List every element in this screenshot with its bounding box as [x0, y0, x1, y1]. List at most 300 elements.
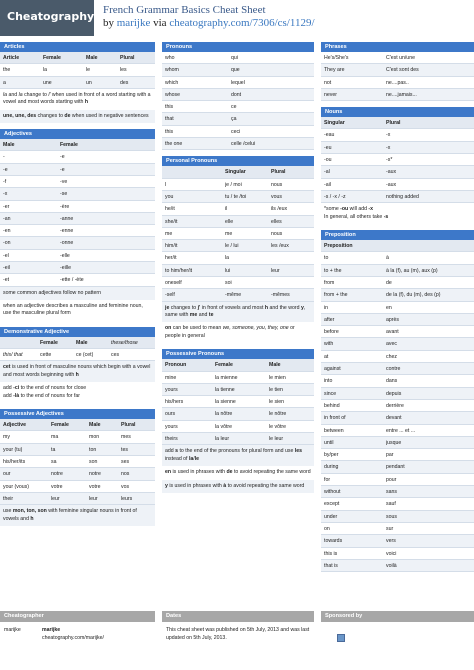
cell: his/her/its [3, 459, 26, 465]
cell: leur [89, 495, 98, 502]
possessive-pronoun-rows [162, 372, 314, 446]
note [0, 382, 155, 403]
note-text: cet [3, 364, 11, 371]
cell: -er [3, 203, 10, 210]
note-text: de [64, 112, 71, 119]
table-row [321, 302, 474, 314]
table-row [162, 179, 314, 191]
table-row [321, 548, 474, 560]
note-text: y [165, 482, 168, 489]
cheatographer-info [42, 626, 104, 666]
cell: le vôtre [269, 423, 287, 430]
table-row [321, 265, 474, 277]
cell: in front of [324, 415, 346, 422]
note-text: when used in negative sentences [70, 112, 149, 119]
cell: mine [165, 374, 177, 381]
section-title: Personal Pronouns [162, 156, 314, 166]
note [0, 361, 155, 382]
cell: under [324, 513, 338, 520]
sponsor-logo-icon[interactable] [337, 634, 345, 642]
table-row [0, 456, 155, 468]
cell: votre [51, 483, 63, 490]
note-text: je [165, 304, 170, 311]
cheatographer-url[interactable]: cheatography.com/marijke/ [42, 635, 104, 641]
section-title: Preposition [321, 230, 474, 240]
cell: -s / -x / -z [324, 193, 346, 200]
sponsor-body [321, 622, 474, 670]
cell: against [324, 366, 341, 373]
note-text: will add [348, 206, 369, 213]
cell: contre [386, 366, 401, 373]
cell: ours [165, 411, 176, 418]
header-cell: Female [215, 362, 233, 369]
cell: le nôtre [269, 411, 287, 418]
cell: who [165, 55, 175, 61]
cell: he/it [165, 206, 175, 213]
cell: -mêmes [271, 292, 290, 299]
note-text: add [3, 392, 14, 399]
table-row [321, 560, 474, 572]
cell: to him/her/it [165, 267, 193, 274]
cell: -eille [60, 265, 71, 272]
note-text: la [18, 91, 23, 98]
cell: sur [386, 525, 394, 532]
cell: lequel [231, 79, 245, 86]
header-cell: Pronoun [165, 362, 187, 369]
header-cell [165, 166, 225, 177]
note-text: mon, ton, son [12, 508, 47, 515]
column-2 [162, 42, 314, 499]
cheatographer-name[interactable]: marijke [42, 627, 61, 633]
cell: la vôtre [215, 423, 233, 430]
note-text: to the end of nouns for close [19, 385, 87, 392]
cell: après [386, 316, 399, 323]
cell: son [89, 459, 98, 465]
table-row [162, 384, 314, 396]
table-row [0, 188, 155, 200]
table-row [162, 228, 314, 240]
personal-pronouns-section [162, 156, 314, 343]
cell: ta [51, 446, 56, 453]
cell: sa [51, 459, 57, 465]
cell: mon [89, 434, 100, 441]
cell: le mien [269, 374, 286, 381]
cell: -ère [60, 203, 70, 210]
note-text: change to [22, 91, 49, 98]
section-title: Possessive Adjectives [0, 409, 155, 419]
cell: in [324, 304, 329, 311]
cell: -et [3, 277, 10, 284]
cell: chez [386, 353, 397, 360]
cell: with [324, 341, 334, 348]
note-text: h [30, 515, 34, 522]
cell: avant [386, 329, 399, 336]
cell: ces [111, 352, 120, 359]
note-text: to avoid repeating the same word [226, 482, 305, 489]
cell: voici [386, 550, 397, 557]
cell: that is [324, 562, 338, 569]
note-text: or people in general [165, 325, 295, 339]
note-text: is used in phrases with [171, 469, 227, 476]
cell: un [86, 79, 92, 86]
note-text: l' [48, 91, 51, 98]
header-cell: Adjective [3, 422, 27, 429]
cell: during [324, 464, 339, 471]
section-title: Demonstrative Adjective [0, 327, 155, 337]
note [162, 445, 314, 466]
note-text: and [7, 91, 19, 98]
by-label: by [103, 17, 114, 29]
table-header [162, 166, 314, 178]
table-row [321, 142, 474, 154]
header-cell: Female [60, 142, 78, 149]
header-cell [3, 337, 40, 348]
section-title: Possessive Pronouns [162, 349, 314, 359]
note [162, 466, 314, 479]
cell: -enne [60, 228, 74, 235]
table-row [321, 338, 474, 350]
preposition-rows [321, 252, 474, 572]
cell: nos [121, 471, 130, 478]
possessive-adjectives-section [0, 409, 155, 526]
cell: notre [51, 471, 63, 478]
table-row [0, 431, 155, 443]
note-text: in front of vowels and most [200, 304, 265, 311]
table-row [321, 89, 474, 101]
table-row [0, 64, 155, 76]
cell: -anne [60, 215, 74, 222]
cell: her/it [165, 255, 177, 262]
via-label: via [153, 17, 167, 29]
table-row [162, 89, 314, 101]
note-text: une, une, des [3, 112, 37, 119]
author-link[interactable]: marijke [116, 17, 151, 29]
note-text: changes to [36, 112, 65, 119]
note: when an adjective describes a masculine and feminine noun, use the masculine plural form [0, 300, 155, 321]
cell: que [231, 67, 240, 74]
cell: to + the [324, 267, 342, 274]
adjectives-section [0, 129, 155, 321]
note-text: add [3, 385, 14, 392]
cell: my [3, 434, 10, 441]
table-row [162, 77, 314, 89]
cell: our [3, 471, 11, 478]
preposition-section [321, 230, 474, 572]
cell: à [386, 255, 389, 262]
table-row [0, 213, 155, 225]
section-title: Phrases [321, 42, 474, 52]
table-row [321, 289, 474, 301]
noun-rows [321, 129, 474, 203]
table-row [162, 433, 314, 445]
cell: vos [121, 483, 130, 490]
cell: celle /celui [231, 141, 256, 148]
table-row [321, 351, 474, 363]
table-row [321, 314, 474, 326]
table-row [321, 388, 474, 400]
section-title: Nouns [321, 107, 474, 117]
note-text: , same with [165, 304, 306, 319]
header-cell: Female [43, 55, 61, 61]
footer-title: Dates [162, 611, 314, 622]
table-row [321, 129, 474, 141]
table-row [162, 113, 314, 125]
cell: their [3, 495, 14, 502]
cell: C'est sont des [386, 67, 419, 74]
note-text: les [294, 448, 303, 455]
table-header [0, 337, 155, 349]
cell: -eil [3, 265, 10, 272]
column-3 [321, 42, 474, 578]
cell: which [165, 79, 179, 86]
note-text: la [3, 91, 8, 98]
note-text: on [165, 325, 172, 332]
cell: ils /eux [271, 206, 288, 213]
cell: your (vous) [3, 483, 29, 490]
note-text: -là [13, 392, 20, 399]
cell: qui [231, 55, 238, 61]
cell: ma [51, 434, 59, 441]
note-text: In general, all others take [324, 213, 384, 220]
table-row [321, 52, 474, 64]
table-row [0, 250, 155, 262]
table-row [321, 363, 474, 375]
cell: jusque [386, 439, 402, 446]
table-row [321, 326, 474, 338]
table-row [162, 191, 314, 203]
header-cell: Plural [271, 169, 286, 176]
cell: ne....jamais... [386, 91, 417, 98]
table-row [162, 126, 314, 138]
cell: into [324, 378, 333, 385]
note: some common adjectives follow no pattern [0, 287, 155, 300]
cell: à la (f), au (m), aux (p) [386, 267, 438, 274]
phrase-rows [321, 52, 474, 101]
cell: me [225, 230, 233, 237]
cell: -an [3, 215, 11, 222]
cheatography-logo[interactable]: Cheatography [0, 0, 94, 36]
note-text: is used in phrases with [167, 482, 224, 489]
table-row [0, 349, 155, 361]
cell: sans [386, 489, 397, 496]
cell [271, 252, 313, 263]
cell: -x [386, 132, 391, 139]
header-cell: Male [89, 422, 101, 429]
cell: you [165, 193, 174, 200]
table-row [321, 375, 474, 387]
cell: nothing added [386, 193, 419, 200]
note [0, 110, 155, 123]
sheet-title: French Grammar Basics Cheat Sheet [103, 4, 266, 16]
header-cell: Plural [386, 120, 401, 127]
cell: without [324, 489, 341, 496]
cell: elles [271, 218, 282, 225]
note-text: / [193, 455, 195, 462]
cell: -ou [324, 157, 332, 164]
cell: theirs [165, 436, 178, 443]
cell: -elle [60, 252, 70, 259]
table-row [321, 486, 474, 498]
table-header [321, 117, 474, 129]
table-row [321, 179, 474, 191]
cell: him/it [165, 243, 178, 250]
cell: nous [271, 181, 283, 188]
cell: des [120, 79, 129, 86]
cell: this [165, 128, 174, 135]
table-row [162, 252, 314, 264]
cell: le leur [269, 436, 284, 443]
cell: -self [165, 292, 175, 299]
cell: entre ... et ... [386, 427, 416, 434]
cell: after [324, 316, 335, 323]
cell: -eau [324, 132, 335, 139]
cell: nous [271, 230, 283, 237]
sheet-url-link[interactable]: cheatography.com/7306/cs/1129/ [169, 17, 315, 29]
cell: la tienne [215, 386, 235, 393]
table-row [162, 240, 314, 252]
cell: les [120, 67, 127, 74]
cell: -se [60, 191, 68, 198]
cell: de [386, 279, 392, 286]
sheet-title-block [103, 4, 315, 30]
note-text: add [165, 448, 176, 455]
cell: la leur [215, 436, 230, 443]
header-cell: Article [3, 55, 20, 61]
cell: on [324, 525, 330, 532]
cell: vous [271, 193, 282, 200]
table-row [321, 154, 474, 166]
cell: from + the [324, 292, 348, 299]
cell: He's/She's [324, 55, 349, 61]
header-cell: Preposition [324, 243, 353, 250]
adjective-rows [0, 151, 155, 286]
header-cell: Male [86, 55, 98, 61]
cell: whom [165, 67, 179, 74]
header-cell: Singular [225, 169, 246, 176]
dates-box [162, 611, 314, 670]
cell: ne....pas.. [386, 79, 409, 86]
cell: cette [40, 352, 52, 359]
cell: not [324, 79, 332, 86]
note-text: -ci [13, 385, 20, 392]
page-header [0, 0, 474, 40]
note-text: -ou [340, 206, 349, 213]
table-row [0, 225, 155, 237]
cell: dans [386, 378, 398, 385]
cell: - [3, 154, 5, 161]
note-text: *some [324, 206, 341, 213]
cell: the one [165, 141, 183, 148]
cell: avec [386, 341, 397, 348]
cell: le / lui [225, 243, 239, 250]
cell: leur [51, 495, 60, 502]
cell: le tien [269, 386, 283, 393]
cell: behind [324, 402, 340, 409]
cell: except [324, 501, 340, 508]
note-text: en [165, 469, 172, 476]
table-row [321, 449, 474, 461]
cell: -e [60, 154, 65, 161]
cell: sauf [386, 501, 396, 508]
cell: your (tu) [3, 446, 23, 453]
cell [271, 277, 313, 288]
cell: -aux [386, 169, 397, 176]
cell: ses [121, 459, 130, 465]
cell: pour [386, 476, 397, 483]
cell: la sienne [215, 399, 236, 406]
cell: je / moi [225, 181, 242, 188]
cell: to [324, 255, 329, 262]
note-text: to avoid repeating the same word [232, 469, 311, 476]
note-text: h [264, 304, 269, 311]
nouns-section [321, 107, 474, 224]
cell: ton [89, 446, 97, 453]
cell: the [3, 67, 11, 74]
table-row [162, 289, 314, 301]
note-text: de [226, 469, 233, 476]
table-row [0, 77, 155, 89]
note-text: to the end of nouns for far [19, 392, 81, 399]
table-row [321, 498, 474, 510]
cell: -f [3, 179, 7, 185]
cell: le sien [269, 399, 284, 406]
table-row [0, 274, 155, 286]
table-row [321, 166, 474, 178]
note-text: instead of [165, 455, 189, 462]
table-header [0, 52, 155, 64]
header-cell: Female [40, 339, 58, 346]
table-row [321, 191, 474, 203]
table-row [321, 64, 474, 76]
cell: -x [3, 191, 8, 198]
note-text: la [188, 455, 194, 462]
section-title: Articles [0, 42, 155, 52]
cell: towards [324, 538, 343, 545]
cheatographer-box [0, 611, 155, 670]
table-header [0, 419, 155, 431]
column-1 [0, 42, 155, 532]
note-text: s [175, 448, 178, 455]
header-cell: Male [3, 142, 15, 149]
cell: me [165, 230, 173, 237]
table-row [162, 52, 314, 64]
cell: ce [231, 104, 237, 111]
section-title: Pronouns [162, 42, 314, 52]
table-row [162, 138, 314, 150]
cell: at [324, 353, 329, 360]
table-row [321, 474, 474, 486]
table-header [0, 139, 155, 151]
cell: from [324, 279, 335, 286]
table-row [0, 493, 155, 505]
cell: elle [225, 218, 234, 225]
cell: C'est un/une [386, 55, 415, 61]
note-text: changes to [169, 304, 198, 311]
table-row [321, 511, 474, 523]
sheet-byline [103, 17, 315, 30]
cell: depuis [386, 390, 402, 397]
cell: I [165, 181, 167, 188]
cell: notre [89, 471, 101, 478]
note-text: to the end of the pronouns for plural form and use [178, 448, 295, 455]
cell: for [324, 476, 331, 483]
section-title: Adjectives [0, 129, 155, 139]
note [162, 322, 314, 343]
table-row [321, 252, 474, 264]
note-text: y [300, 304, 304, 311]
cell: la [225, 255, 230, 262]
note-text: h [84, 99, 89, 106]
